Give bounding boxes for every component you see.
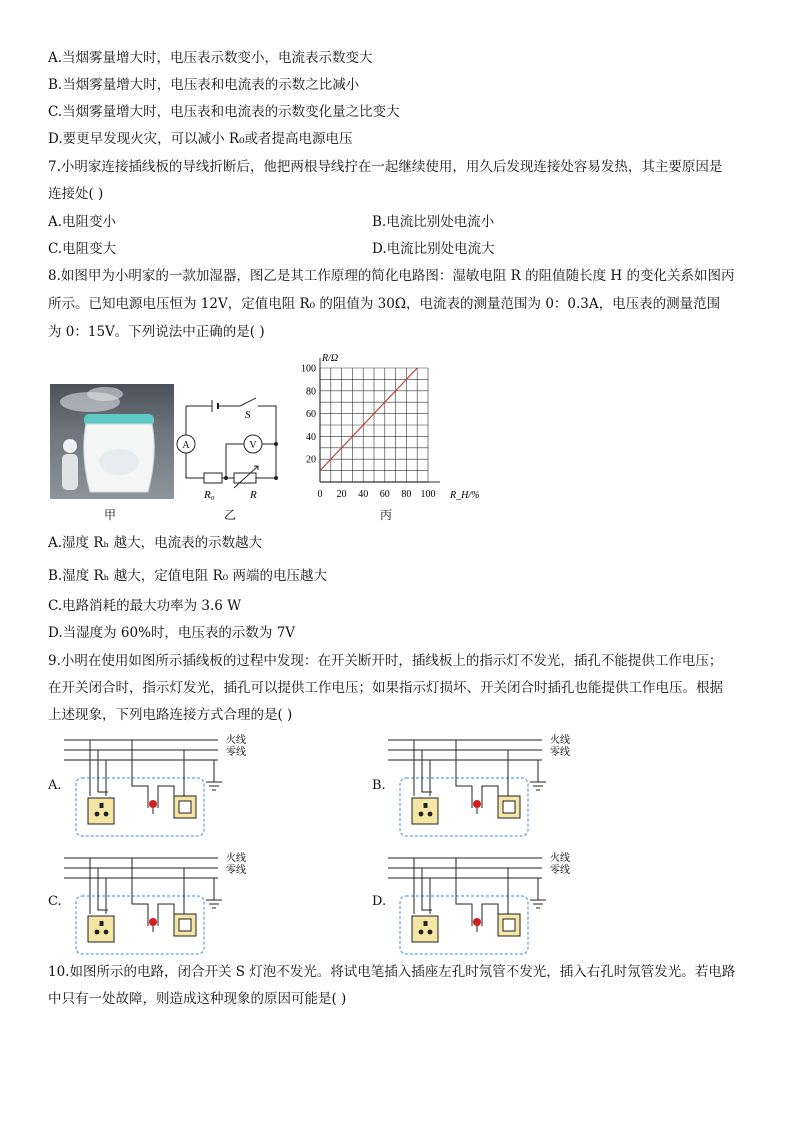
q10-stem-line2: 中只有一处故障，则造成这种现象的原因可能是( ) — [48, 991, 347, 1007]
socket — [88, 798, 114, 824]
socket-hole — [100, 921, 104, 926]
y-tick-label: 40 — [306, 431, 316, 443]
q9-option-b-label: B. — [372, 778, 386, 793]
r0-label: R₀ — [204, 489, 215, 501]
switch-rocker — [503, 801, 515, 813]
indicator-lamp — [149, 918, 157, 926]
x-tick-label: 0 — [317, 489, 323, 500]
y-axis-label: R/Ω — [322, 353, 339, 364]
socket-hole — [95, 930, 100, 935]
indicator-lamp — [473, 800, 481, 808]
q6-option-d: D.要更早发现火灾，可以减小 R₀或者提高电源电压 — [48, 131, 353, 147]
neutral-wire-label: 零线 — [226, 747, 246, 758]
socket-hole — [424, 803, 428, 808]
socket — [412, 916, 438, 942]
q7-option-d: D.电流比别处电流大 — [372, 241, 495, 257]
q9-option-d-label: D. — [372, 894, 387, 909]
live-wire-label: 火线 — [550, 735, 570, 746]
y-tick-label: 60 — [306, 409, 316, 421]
resistance-humidity-chart — [292, 350, 492, 510]
q7-option-a: A.电阻变小 — [48, 214, 117, 230]
x-tick-label: 100 — [420, 489, 436, 500]
q9-option-c-label: C. — [48, 894, 62, 909]
socket-hole — [104, 812, 109, 817]
switch-rocker — [503, 919, 515, 931]
q8-option-c: C.电路消耗的最大功率为 3.6 W — [48, 598, 242, 614]
wiring-diagram-b — [386, 730, 586, 842]
ground-symbol — [206, 878, 222, 908]
indicator-lamp — [473, 918, 481, 926]
q7-stem-line2: 连接处( ) — [48, 186, 104, 202]
socket-hole — [419, 930, 424, 935]
socket-hole — [428, 930, 433, 935]
r-label: R — [250, 489, 257, 501]
socket-hole — [428, 812, 433, 817]
caption-jia: 甲 — [104, 508, 117, 522]
q7-option-c: C.电阻变大 — [48, 241, 117, 257]
live-wire-label: 火线 — [226, 853, 246, 864]
q8-stem-line2: 所示。已知电源电压恒为 12V，定值电阻 R₀ 的阻值为 30Ω，电流表的测量范围为 0：0.3A，电压表的测量范围 — [48, 296, 721, 312]
indicator-lamp — [149, 800, 157, 808]
socket-hole — [95, 812, 100, 817]
circuit-diagram — [174, 392, 286, 506]
socket-hole — [424, 921, 428, 926]
q8-option-d: D.当湿度为 60%时，电压表的示数为 7V — [48, 625, 296, 641]
q9-stem-line3: 上述现象，下列电路连接方式合理的是( ) — [48, 707, 293, 723]
q6-option-a: A.当烟雾量增大时，电压表示数变小，电流表示数变大 — [48, 50, 373, 66]
neutral-wire-label: 零线 — [226, 865, 246, 876]
switch-rocker — [179, 801, 191, 813]
live-wire-label: 火线 — [226, 735, 246, 746]
x-tick-label: 40 — [358, 489, 369, 500]
wiring-diagram-c — [62, 848, 262, 960]
neutral-wire-label: 零线 — [550, 747, 570, 758]
q9-option-a-label: A. — [48, 778, 62, 793]
q8-stem-line1: 8.如图甲为小明家的一款加湿器，图乙是其工作原理的简化电路图：湿敏电阻 R 的阻值随长度 H 的变化关系如图丙 — [48, 268, 735, 284]
socket-hole — [419, 812, 424, 817]
q9-stem-line1: 9.小明在使用如图所示插线板的过程中发现：在开关断开时，插线板上的指示灯不发光，插孔不能提供工作电压； — [48, 653, 723, 669]
wiring-diagram-a — [62, 730, 262, 842]
series-line — [320, 368, 417, 471]
neutral-wire-label: 零线 — [550, 865, 570, 876]
socket — [412, 798, 438, 824]
y-tick-label: 100 — [301, 363, 316, 375]
x-tick-label: 20 — [336, 489, 347, 500]
ground-symbol — [530, 878, 546, 908]
voltmeter-label: V — [249, 440, 257, 451]
q7-option-b: B.电流比别处电流小 — [372, 214, 495, 230]
socket — [88, 916, 114, 942]
live-wire-label: 火线 — [550, 853, 570, 864]
q6-option-c: C.当烟雾量增大时，电压表和电流表的示数变化量之比变大 — [48, 104, 400, 120]
q9-stem-line2: 在开关闭合时，指示灯发光，插孔可以提供工作电压；如果指示灯损坏、开关闭合时插孔也能提供工作电压。根据 — [48, 680, 723, 696]
q7-stem-line1: 7.小明家连接插线板的导线折断后，他把两根导线拧在一起继续使用，用久后发现连接处容易发热，其主要原因是 — [48, 159, 723, 175]
q10-stem-line1: 10.如图所示的电路，闭合开关 S 灯泡不发光。将试电笔插入插座左孔时氖管不发光，插入右孔时氖管发光。若电路 — [48, 964, 736, 980]
x-tick-label: 60 — [379, 489, 390, 500]
caption-yi: 乙 — [224, 508, 237, 522]
caption-bing: 丙 — [380, 508, 393, 522]
socket-hole — [104, 930, 109, 935]
humidifier-photo — [50, 384, 174, 499]
x-tick-label: 80 — [401, 489, 412, 500]
switch-rocker — [179, 919, 191, 931]
q8-option-a: A.湿度 Rₕ 越大，电流表的示数越大 — [48, 535, 263, 551]
ammeter-label: A — [182, 440, 190, 451]
x-axis-label: R_H/% — [450, 490, 480, 501]
y-tick-label: 20 — [306, 454, 316, 466]
socket-hole — [100, 803, 104, 808]
q8-stem-line3: 为 0：15V。下列说法中正确的是( ) — [48, 324, 265, 340]
switch-label: S — [245, 409, 251, 421]
ground-symbol — [206, 760, 222, 790]
wiring-diagram-d — [386, 848, 586, 960]
ground-symbol — [530, 760, 546, 790]
q8-option-b: B.湿度 Rₕ 越大，定值电阻 R₀ 两端的电压越大 — [48, 568, 327, 584]
q6-option-b: B.当烟雾量增大时，电压表和电流表的示数之比减小 — [48, 77, 360, 93]
y-tick-label: 80 — [306, 386, 316, 398]
